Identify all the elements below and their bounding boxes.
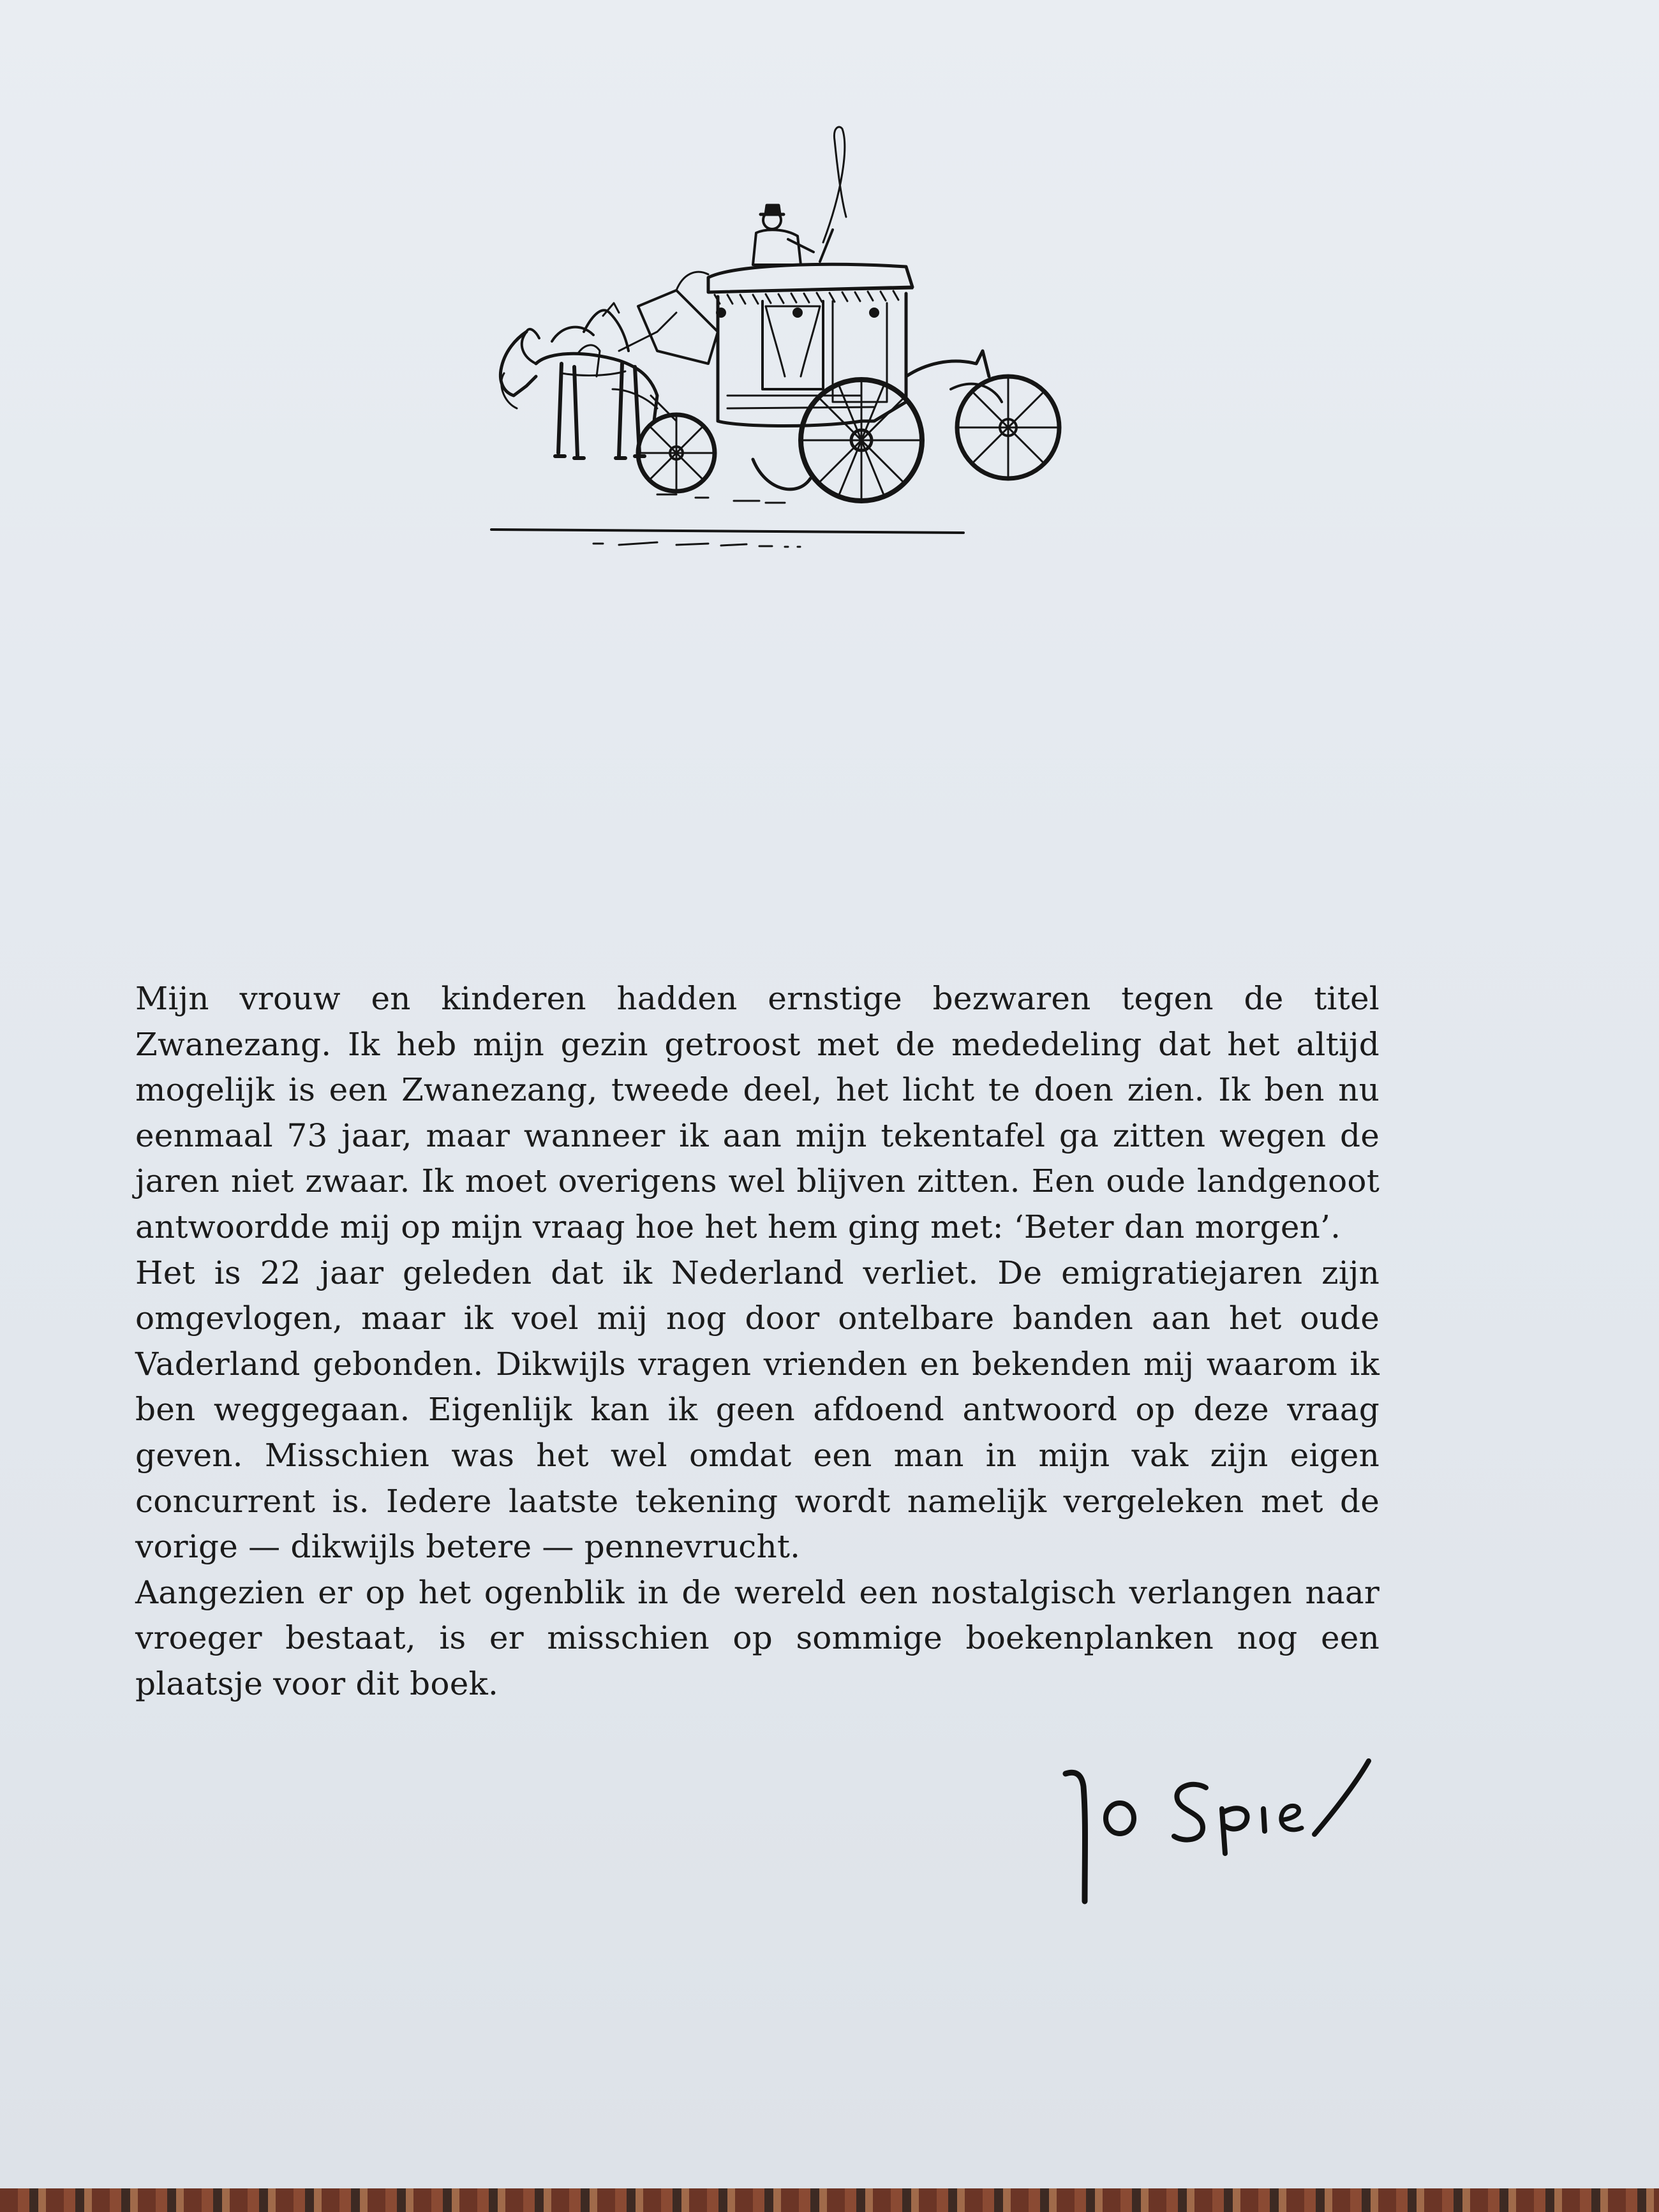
paragraph-1: Mijn vrouw en kinderen hadden ernstige bezwaren tegen de titel Zwanezang. Ik heb mijn gezin getroost met de mededeling dat het altijd mogelijk is een Zwanezang, tweede deel, het licht te doen zien. Ik ben nu eenmaal 73 jaar, maar wanneer ik aan mijn tekentafel ga zitten wegen de jaren niet zwaar. Ik moet overigens wel blijven zitten. Een oude landgenoot antwoordde mij op mijn vraag hoe het hem ging met: ‘Beter dan morgen’. [135, 980, 1380, 1245]
rug-background [0, 2188, 1659, 2212]
paragraph-3: Aangezien er op het ogenblik in de wereld een nostalgisch verlangen naar vroeger bestaat, is er misschien op sommige boekenplanken nog een plaatsje voor dit boek. [135, 1573, 1380, 1702]
paragraph-2: Het is 22 jaar geleden dat ik Nederland verliet. De emigratiejaren zijn omgevlogen, maar ik voel mij nog door ontelbare banden aan het oude Vaderland gebonden. Dikwijls vragen vrienden en bekenden mij waarom ik ben weggegaan. Eigenlijk kan ik geen afdoend antwoord op deze vraag geven. Misschien was het wel omdat een man in mijn vak zijn eigen concurrent is. Iedere laatste tekening wordt namelijk vergeleken met de vorige — dikwijls betere — pennevrucht. [135, 1254, 1380, 1566]
horse-carriage-illustration [466, 121, 1066, 555]
foreword-text [135, 976, 1380, 1707]
signature [1046, 1748, 1378, 1914]
